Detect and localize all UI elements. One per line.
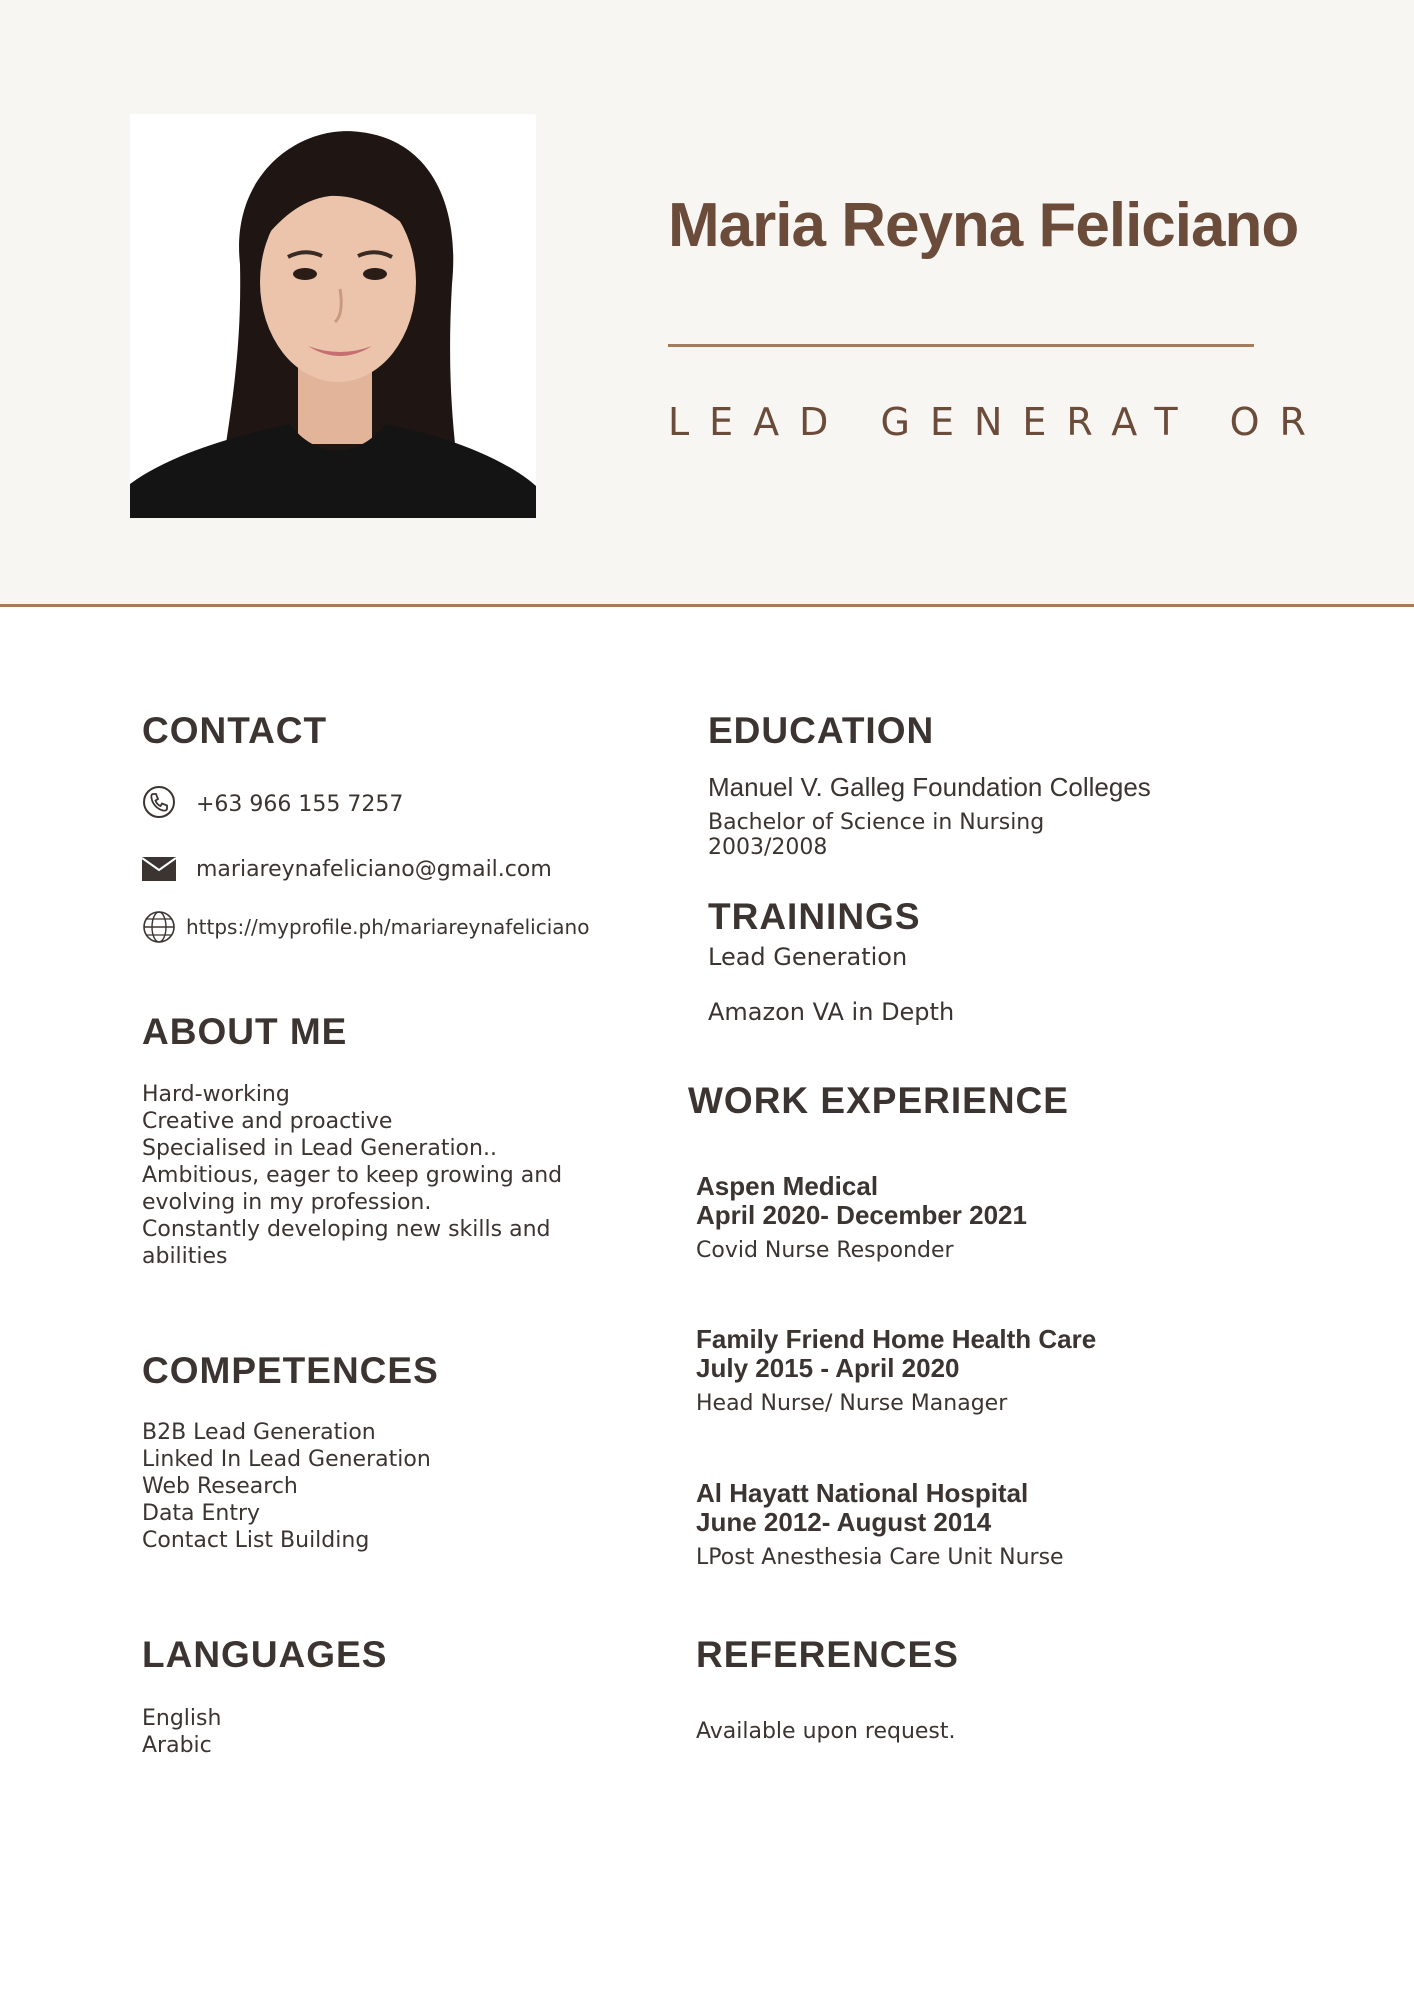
contact-website[interactable]: https://myprofile.ph/mariareynafeliciano — [186, 915, 590, 939]
job-position: Covid Nurse Responder — [696, 1238, 954, 1263]
education-heading: EDUCATION — [708, 710, 935, 751]
education-school: Manuel V. Galleg Foundation Colleges — [708, 772, 1151, 802]
about-line: Specialised in Lead Generation.. — [142, 1136, 497, 1161]
education-degree: Bachelor of Science in Nursing — [708, 810, 1045, 835]
job-company: Al Hayatt National Hospital — [696, 1478, 1029, 1508]
title-divider — [668, 344, 1254, 347]
about-list — [142, 1081, 562, 1270]
competence-item: Contact List Building — [142, 1528, 370, 1553]
job-position: Head Nurse/ Nurse Manager — [696, 1391, 1008, 1416]
trainings-heading: TRAININGS — [708, 896, 921, 937]
competence-item: Linked In Lead Generation — [142, 1447, 431, 1472]
profile-photo — [130, 114, 536, 518]
header-band — [0, 0, 1414, 607]
competences-list — [142, 1419, 431, 1554]
competences-heading: COMPETENCES — [142, 1350, 439, 1391]
training-item: Lead Generation — [708, 943, 908, 971]
language-item: English — [142, 1706, 222, 1731]
job-title: LEAD GENERAT OR — [668, 400, 1326, 444]
work-heading: WORK EXPERIENCE — [688, 1080, 1069, 1121]
job-company: Family Friend Home Health Care — [696, 1324, 1097, 1354]
about-line: evolving in my profession. — [142, 1190, 432, 1215]
languages-list — [142, 1705, 221, 1759]
about-line: Hard-working — [142, 1082, 290, 1107]
globe-icon — [142, 910, 176, 944]
language-item: Arabic — [142, 1733, 212, 1758]
about-line: Ambitious, eager to keep growing and — [142, 1163, 563, 1188]
phone-icon — [142, 785, 176, 819]
contact-phone: +63 966 155 7257 — [196, 792, 404, 817]
references-heading: REFERENCES — [696, 1634, 959, 1675]
about-line: abilities — [142, 1244, 228, 1269]
languages-heading: LANGUAGES — [142, 1634, 388, 1675]
competence-item: B2B Lead Generation — [142, 1420, 376, 1445]
job-period: June 2012- August 2014 — [696, 1507, 992, 1537]
references-text: Available upon request. — [696, 1719, 956, 1744]
contact-heading: CONTACT — [142, 710, 328, 751]
training-item: Amazon VA in Depth — [708, 998, 955, 1026]
job-period: July 2015 - April 2020 — [696, 1353, 960, 1383]
person-name: Maria Reyna Feliciano — [668, 191, 1299, 260]
contact-email[interactable]: mariareynafeliciano@gmail.com — [196, 857, 552, 882]
job-period: April 2020- December 2021 — [696, 1200, 1027, 1230]
job-company: Aspen Medical — [696, 1171, 879, 1201]
about-line: Creative and proactive — [142, 1109, 393, 1134]
competence-item: Web Research — [142, 1474, 298, 1499]
competence-item: Data Entry — [142, 1501, 261, 1526]
job-position: LPost Anesthesia Care Unit Nurse — [696, 1545, 1064, 1570]
education-years: 2003/2008 — [708, 835, 828, 860]
about-heading: ABOUT ME — [142, 1011, 348, 1052]
mail-icon — [142, 855, 176, 883]
about-line: Constantly developing new skills and — [142, 1217, 551, 1242]
